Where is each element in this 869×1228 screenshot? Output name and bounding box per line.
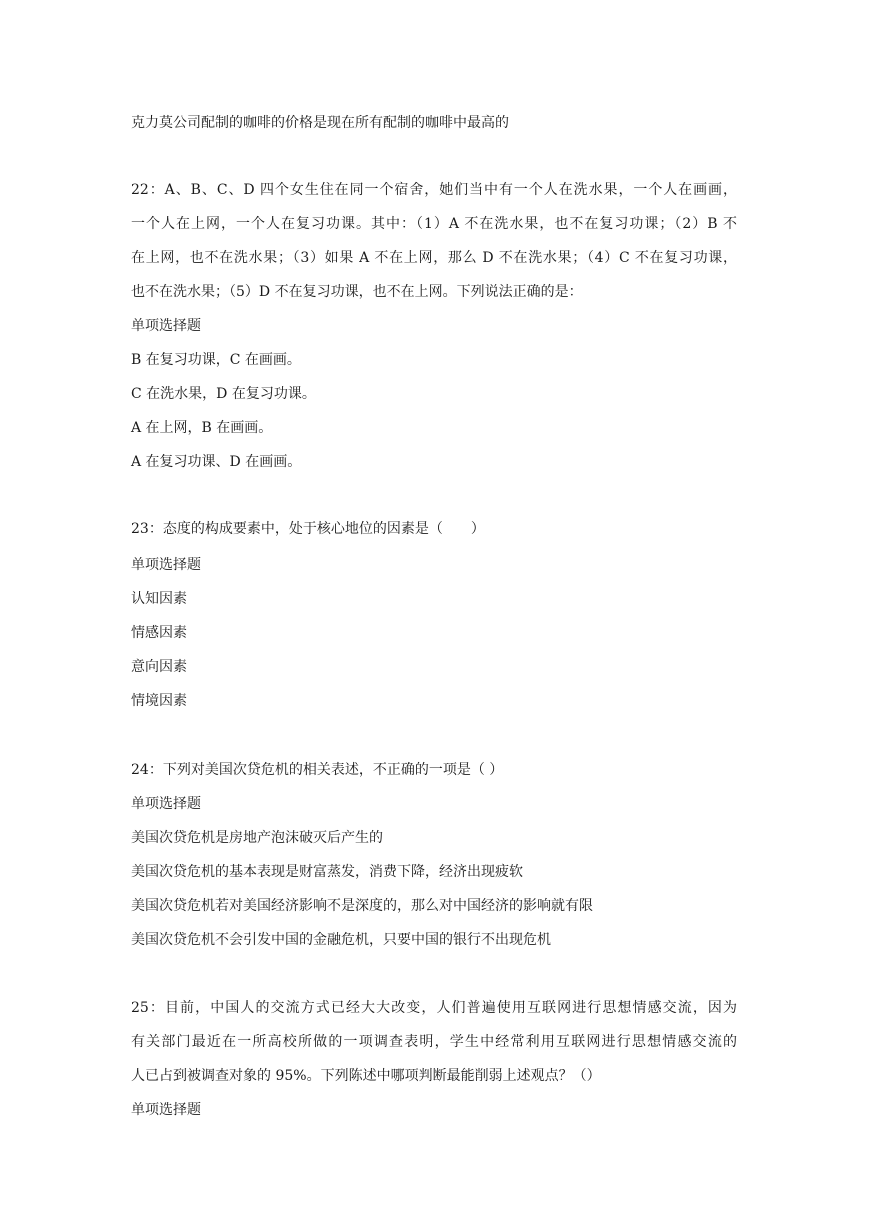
q23-option-3: 意向因素 <box>131 659 187 675</box>
q25-stem-line-3: 人已占到被调查对象的 95%。下列陈述中哪项判断最能削弱上述观点？（） <box>131 1068 601 1084</box>
q23-option-4: 情境因素 <box>131 693 187 709</box>
q21-last-option: 克力莫公司配制的咖啡的价格是现在所有配制的咖啡中最高的 <box>131 115 509 131</box>
q24-stem: 24：下列对美国次贷危机的相关表述，不正确的一项是（ ） <box>131 762 504 778</box>
q25-stem-line-2: 有关部门最近在一所高校所做的一项调查表明，学生中经常利用互联网进行思想情感交流的 <box>131 1034 737 1050</box>
q23-type-label: 单项选择题 <box>131 557 201 573</box>
q25-stem-line-1: 25：目前，中国人的交流方式已经大大改变，人们普遍使用互联网进行思想情感交流，因为 <box>131 1000 737 1016</box>
q22-stem-line-4: 也不在洗水果；（5）D 不在复习功课，也不在上网。下列说法正确的是： <box>131 284 583 300</box>
q23-stem: 23：态度的构成要素中，处于核心地位的因素是（ ） <box>131 521 485 537</box>
q22-option-2: C 在洗水果，D 在复习功课。 <box>131 386 316 402</box>
q24-option-4: 美国次贷危机不会引发中国的金融危机，只要中国的银行不出现危机 <box>131 932 551 948</box>
q22-option-4: A 在复习功课、D 在画画。 <box>131 454 302 470</box>
q23-option-2: 情感因素 <box>131 625 187 641</box>
q24-option-2: 美国次贷危机的基本表现是财富蒸发，消费下降，经济出现疲软 <box>131 864 523 880</box>
q22-option-1: B 在复习功课，C 在画画。 <box>131 352 301 368</box>
q24-option-3: 美国次贷危机若对美国经济影响不是深度的，那么对中国经济的影响就有限 <box>131 898 593 914</box>
q22-stem-line-1: 22：A、B、C、D 四个女生住在同一个宿舍，她们当中有一个人在洗水果，一个人在画画， <box>131 182 737 198</box>
q22-stem-line-2: 一个人在上网，一个人在复习功课。其中：（1）A 不在洗水果，也不在复习功课；（2）B 不 <box>131 216 737 232</box>
q25-type-label: 单项选择题 <box>131 1102 201 1118</box>
q24-option-1: 美国次贷危机是房地产泡沫破灭后产生的 <box>131 830 383 846</box>
q22-option-3: A 在上网，B 在画画。 <box>131 420 273 436</box>
q22-stem-line-3: 在上网，也不在洗水果；（3）如果 A 不在上网，那么 D 不在洗水果；（4）C 不在复习功课， <box>131 250 737 266</box>
q24-type-label: 单项选择题 <box>131 796 201 812</box>
q23-option-1: 认知因素 <box>131 591 187 607</box>
q22-type-label: 单项选择题 <box>131 318 201 334</box>
